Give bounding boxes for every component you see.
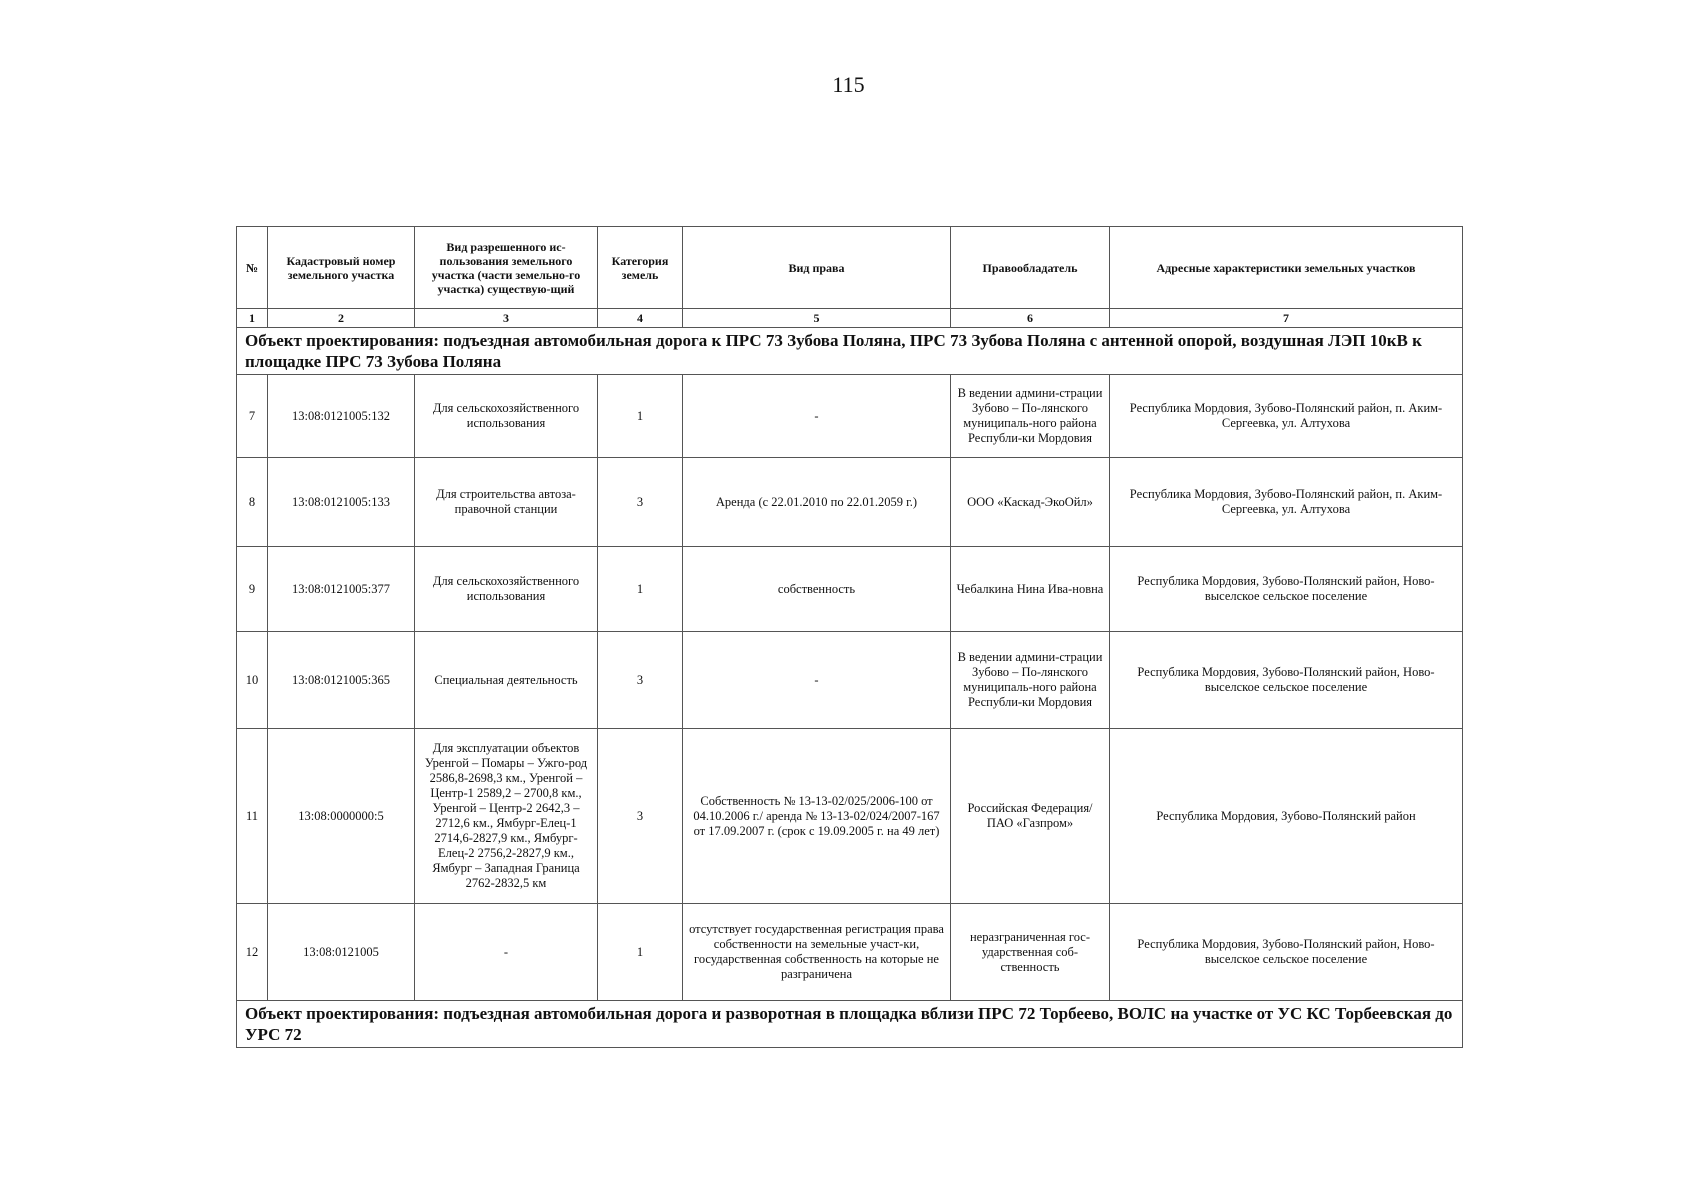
- land-category: 1: [598, 547, 683, 632]
- row-number: 11: [237, 729, 268, 904]
- table-row: [237, 729, 1463, 904]
- row-number: 9: [237, 547, 268, 632]
- cadastral-number: 13:08:0121005:133: [268, 458, 415, 547]
- section-row: [237, 1001, 1463, 1048]
- land-category: 3: [598, 458, 683, 547]
- cadastral-number: 13:08:0121005:377: [268, 547, 415, 632]
- header-cadastral: Кадастровый номер земельного участка: [268, 227, 415, 309]
- address: Республика Мордовия, Зубово-Полянский район, п. Аким-Сергеевка, ул. Алтухова: [1110, 458, 1463, 547]
- permitted-use: Для эксплуатации объектов Уренгой – Помары – Ужго-род 2586,8-2698,3 км., Уренгой – Центр-1 2589,2 – 2700,8 км., Уренгой – Центр-2 2642,3 – 2712,6 км., Ямбург-Елец-1 2714,6-2827,9 км., Ямбург-Елец-2 2756,2-2827,9 км., Ямбург – Западная Граница 2762-2832,5 км: [415, 729, 598, 904]
- right-type: отсутствует государственная регистрация права собственности на земельные участ-ки, государственная собственность на которые не разграничена: [683, 904, 951, 1001]
- permitted-use: Для сельскохозяйственного использования: [415, 375, 598, 458]
- column-number: 4: [598, 309, 683, 328]
- permitted-use: Для сельскохозяйственного использования: [415, 547, 598, 632]
- land-category: 1: [598, 904, 683, 1001]
- right-type: -: [683, 632, 951, 729]
- row-number: 8: [237, 458, 268, 547]
- cadastral-number: 13:08:0000000:5: [268, 729, 415, 904]
- header-usage: Вид разрешенного ис-пользования земельного участка (части земельно-го участка) существую-щий: [415, 227, 598, 309]
- right-type: -: [683, 375, 951, 458]
- permitted-use: Для строительства автоза-правочной станции: [415, 458, 598, 547]
- row-number: 7: [237, 375, 268, 458]
- row-number: 12: [237, 904, 268, 1001]
- table-row: [237, 547, 1463, 632]
- header-right: Вид права: [683, 227, 951, 309]
- row-number: 10: [237, 632, 268, 729]
- cadastral-number: 13:08:0121005: [268, 904, 415, 1001]
- address: Республика Мордовия, Зубово-Полянский район, Ново-выселское сельское поселение: [1110, 632, 1463, 729]
- land-plots-table: [236, 226, 1463, 1048]
- header-number: №: [237, 227, 268, 309]
- table-row: [237, 632, 1463, 729]
- header-category: Категория земель: [598, 227, 683, 309]
- column-number: 5: [683, 309, 951, 328]
- column-number: 3: [415, 309, 598, 328]
- header-row: [237, 227, 1463, 309]
- right-type: собственность: [683, 547, 951, 632]
- right-holder: В ведении админи-страции Зубово – По-лянского муниципаль-ного района Республи-ки Мордовия: [951, 375, 1110, 458]
- table-row: [237, 904, 1463, 1001]
- right-holder: Российская Федерация/ ПАО «Газпром»: [951, 729, 1110, 904]
- address: Республика Мордовия, Зубово-Полянский район, п. Аким-Сергеевка, ул. Алтухова: [1110, 375, 1463, 458]
- section-title: Объект проектирования: подъездная автомобильная дорога к ПРС 73 Зубова Поляна, ПРС 73 Зубова Поляна с антенной опорой, воздушная ЛЭП 10кВ к площадке ПРС 73 Зубова Поляна: [237, 328, 1463, 375]
- column-numbers-row: [237, 309, 1463, 328]
- section-title: Объект проектирования: подъездная автомобильная дорога и разворотная в площадка вблизи ПРС 72 Торбеево, ВОЛС на участке от УС КС Торбеевская до УРС 72: [237, 1001, 1463, 1048]
- land-category: 3: [598, 729, 683, 904]
- right-holder: В ведении админи-страции Зубово – По-лянского муниципаль-ного района Республи-ки Мордовия: [951, 632, 1110, 729]
- cadastral-number: 13:08:0121005:365: [268, 632, 415, 729]
- right-holder: неразграниченная гос-ударственная соб-ственность: [951, 904, 1110, 1001]
- right-holder: Чебалкина Нина Ива-новна: [951, 547, 1110, 632]
- address: Республика Мордовия, Зубово-Полянский район: [1110, 729, 1463, 904]
- column-number: 6: [951, 309, 1110, 328]
- header-owner: Правообладатель: [951, 227, 1110, 309]
- land-category: 1: [598, 375, 683, 458]
- table-row: [237, 458, 1463, 547]
- page-number: 115: [832, 72, 865, 97]
- column-number: 1: [237, 309, 268, 328]
- column-number: 7: [1110, 309, 1463, 328]
- right-type: Собственность № 13-13-02/025/2006-100 от 04.10.2006 г./ аренда № 13-13-02/024/2007-167 от 17.09.2007 г. (срок с 19.09.2005 г. на 49 лет): [683, 729, 951, 904]
- section-row: [237, 328, 1463, 375]
- address: Республика Мордовия, Зубово-Полянский район, Ново-выселское сельское поселение: [1110, 547, 1463, 632]
- table-row: [237, 375, 1463, 458]
- column-number: 2: [268, 309, 415, 328]
- cadastral-number: 13:08:0121005:132: [268, 375, 415, 458]
- header-address: Адресные характеристики земельных участков: [1110, 227, 1463, 309]
- right-type: Аренда (с 22.01.2010 по 22.01.2059 г.): [683, 458, 951, 547]
- land-category: 3: [598, 632, 683, 729]
- permitted-use: -: [415, 904, 598, 1001]
- right-holder: ООО «Каскад-ЭкоОйл»: [951, 458, 1110, 547]
- permitted-use: Специальная деятельность: [415, 632, 598, 729]
- address: Республика Мордовия, Зубово-Полянский район, Ново-выселское сельское поселение: [1110, 904, 1463, 1001]
